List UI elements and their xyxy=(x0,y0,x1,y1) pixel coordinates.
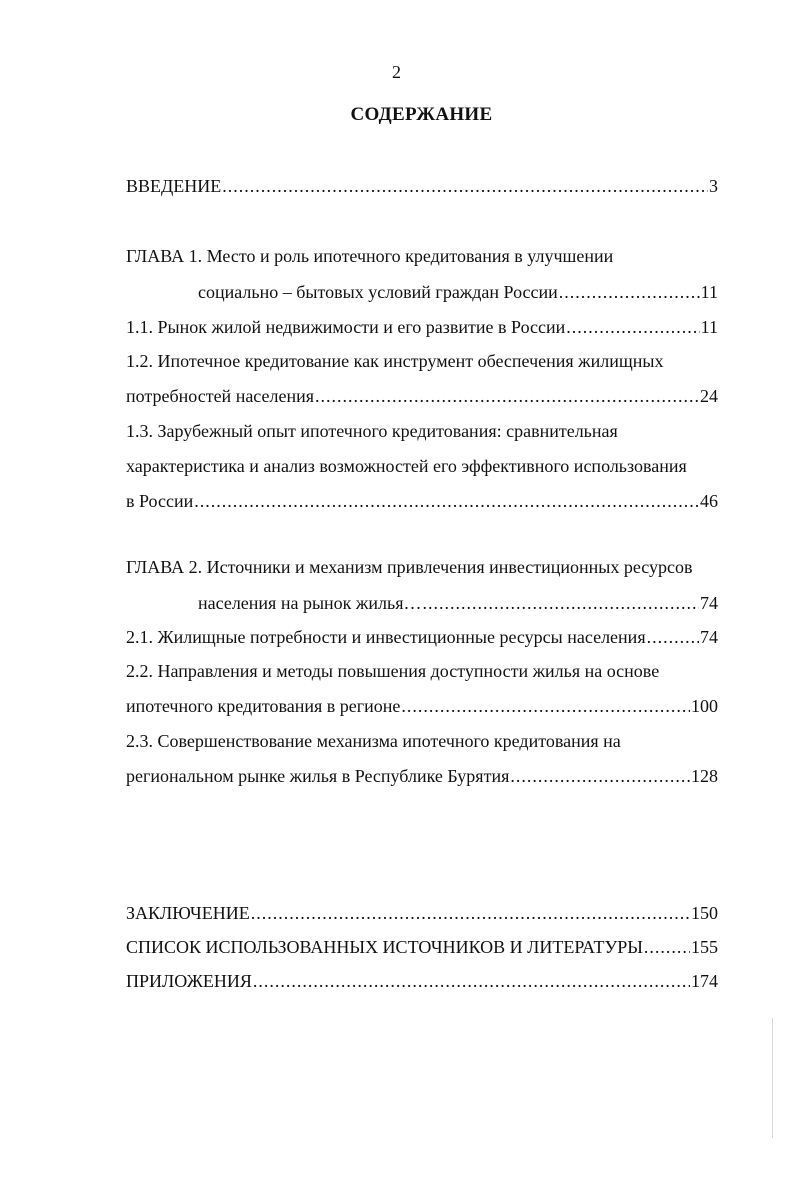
toc-entry-page: 11 xyxy=(700,282,718,302)
dot-leader xyxy=(194,490,699,512)
toc-entry-page: 174 xyxy=(691,971,718,991)
toc-entry-introduction[interactable] xyxy=(126,175,718,197)
dot-leader xyxy=(559,281,700,303)
toc-entry-page: 46 xyxy=(700,491,718,511)
dot-leader xyxy=(315,385,699,407)
toc-chapter-1-heading[interactable]: ГЛАВА 1. Место и роль ипотечного кредитования в улучшении xyxy=(126,246,614,266)
toc-entry-page: 128 xyxy=(691,766,718,786)
dot-leader xyxy=(647,626,699,648)
toc-entry-page: 155 xyxy=(691,937,718,957)
toc-entry-page: 11 xyxy=(700,317,718,337)
toc-section-1-2-cont[interactable] xyxy=(126,385,718,407)
dot-leader xyxy=(644,936,690,958)
toc-entry-conclusion[interactable] xyxy=(126,902,718,924)
toc-section-1-3-cont2[interactable] xyxy=(126,490,718,512)
dot-leader xyxy=(222,175,708,197)
dot-leader xyxy=(253,970,690,992)
toc-section-2-1[interactable] xyxy=(126,626,718,648)
toc-entry-label: региональном рынке жилья в Республике Бурятия xyxy=(126,766,510,786)
toc-entry-page: 3 xyxy=(709,176,718,196)
dot-leader xyxy=(251,902,690,924)
toc-entry-label: ЗАКЛЮЧЕНИЕ xyxy=(126,903,250,923)
toc-entry-references[interactable] xyxy=(126,936,718,958)
dot-leader xyxy=(401,695,690,717)
toc-entry-label: СПИСОК ИСПОЛЬЗОВАННЫХ ИСТОЧНИКОВ И ЛИТЕРАТУРЫ xyxy=(126,937,643,957)
dot-leader xyxy=(422,592,699,614)
toc-entry-page: 150 xyxy=(691,903,718,923)
toc-entry-page: 74 xyxy=(700,627,718,647)
toc-section-2-2[interactable]: 2.2. Направления и методы повышения доступности жилья на основе xyxy=(126,661,660,681)
toc-entry-page: 24 xyxy=(700,386,718,406)
toc-chapter-2-heading[interactable]: ГЛАВА 2. Источники и механизм привлечения инвестиционных ресурсов xyxy=(126,557,693,577)
toc-entry-page: 74 xyxy=(700,593,718,613)
toc-section-2-2-cont[interactable] xyxy=(126,695,718,717)
toc-section-1-1[interactable] xyxy=(126,316,718,338)
toc-chapter-2-heading-cont[interactable] xyxy=(198,592,718,614)
toc-entry-label: населения на рынок жилья… xyxy=(198,593,422,613)
page-number: 2 xyxy=(392,62,401,82)
toc-entry-label: 1.1. Рынок жилой недвижимости и его развитие в России xyxy=(126,317,566,337)
toc-section-2-3-cont[interactable] xyxy=(126,765,718,787)
toc-section-2-3[interactable]: 2.3. Совершенствование механизма ипотечного кредитования на xyxy=(126,731,621,751)
toc-entry-appendices[interactable] xyxy=(126,970,718,992)
page-title: СОДЕРЖАНИЕ xyxy=(350,104,493,125)
toc-entry-label: ВВЕДЕНИЕ xyxy=(126,176,222,196)
scan-edge-mark xyxy=(772,1018,773,1138)
toc-entry-label: ПРИЛОЖЕНИЯ xyxy=(126,971,252,991)
toc-entry-label: 2.1. Жилищные потребности и инвестиционные ресурсы населения xyxy=(126,627,646,647)
dot-leader xyxy=(510,765,690,787)
toc-entry-label: потребностей населения xyxy=(126,386,315,406)
toc-entry-label: ипотечного кредитования в регионе xyxy=(126,696,401,716)
toc-chapter-1-heading-cont[interactable] xyxy=(198,281,718,303)
dot-leader xyxy=(566,316,699,338)
toc-section-1-2[interactable]: 1.2. Ипотечное кредитование как инструмент обеспечения жилищных xyxy=(126,351,664,371)
toc-section-1-3-cont[interactable]: характеристика и анализ возможностей его эффективного использования xyxy=(126,456,687,476)
toc-entry-label: социально – бытовых условий граждан России xyxy=(198,282,558,302)
toc-entry-page: 100 xyxy=(691,696,718,716)
toc-section-1-3[interactable]: 1.3. Зарубежный опыт ипотечного кредитования: сравнительная xyxy=(126,421,618,441)
toc-entry-label: в России xyxy=(126,491,194,511)
